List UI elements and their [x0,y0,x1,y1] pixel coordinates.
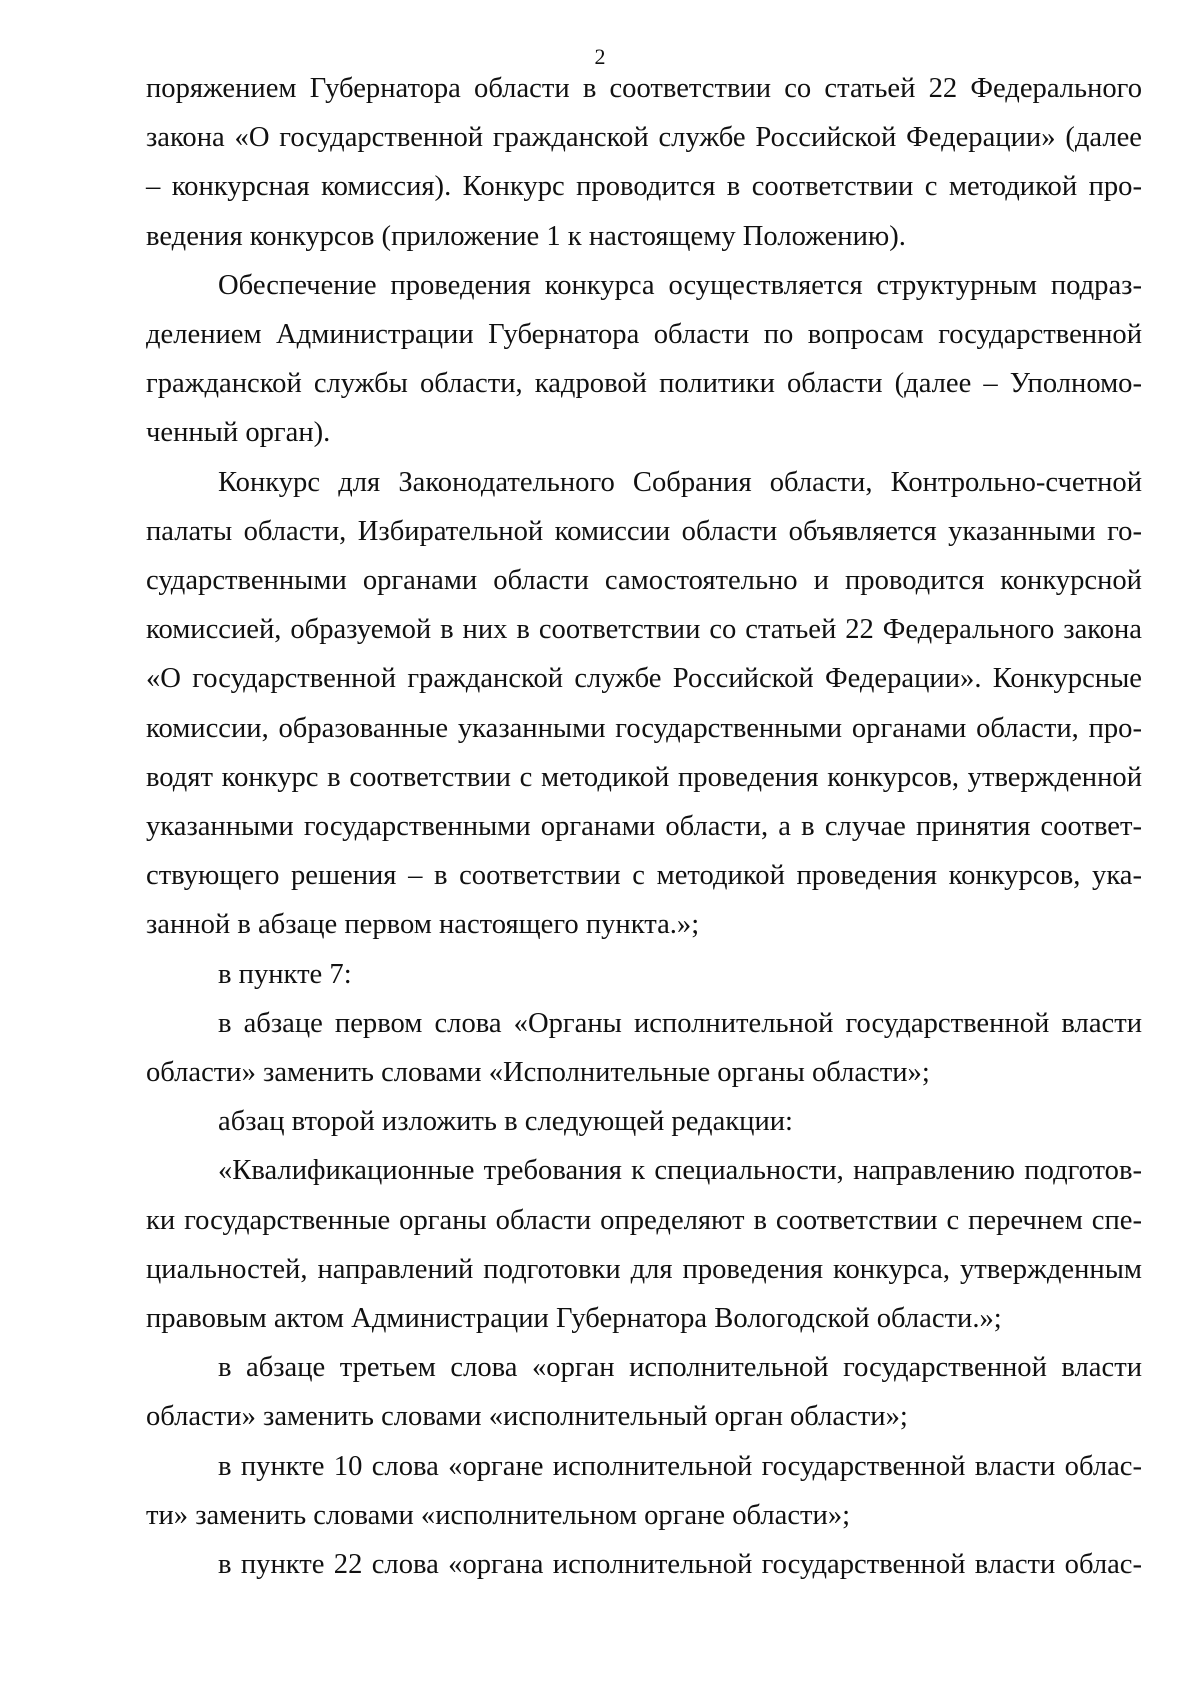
paragraph [146,1146,1142,1343]
text-line: правовым актом Администрации Губернатора Вологодской области.»; [146,1303,1002,1335]
text-line: области» заменить словами «Исполнительные органы области»; [146,1057,930,1089]
page-number: 2 [594,44,606,69]
text-line: абзац второй изложить в следующей редакции: [218,1106,794,1138]
text-line: делением Администрации Губернатора области по вопросам государственной [146,319,1142,351]
paragraph [146,1540,1142,1589]
text-line: в пункте 10 слова «органе исполнительной государственной власти облас- [218,1450,1142,1482]
text-line: Конкурс для Законодательного Собрания области, Контрольно-счетной [218,466,1142,498]
text-line: области» заменить словами «исполнительный орган области»; [146,1401,908,1433]
text-line: в абзаце первом слова «Органы исполнительной государственной власти [218,1007,1142,1039]
text-line: ки государственные органы области определяют в соответствии с перечнем спе- [146,1204,1142,1236]
text-line: комиссией, образуемой в них в соответствии со статьей 22 Федерального закона [146,614,1142,646]
text-line: ствующего решения – в соответствии с методикой проведения конкурсов, ука- [146,860,1142,892]
text-line: сударственными органами области самостоятельно и проводится конкурсной [146,565,1142,597]
document-body [146,64,1142,1589]
text-line: в пункте 7: [218,958,352,990]
text-line: ченный орган). [146,417,331,449]
text-line: – конкурсная комиссия). Конкурс проводится в соответствии с методикой про- [146,171,1142,203]
paragraph [146,261,1142,458]
text-line: в абзаце третьем слова «орган исполнительной государственной власти [218,1352,1142,1384]
text-line: поряжением Губернатора области в соответствии со статьей 22 Федерального [146,73,1142,104]
paragraph [146,1097,1142,1146]
paragraph [146,999,1142,1097]
text-line: ведения конкурсов (приложение 1 к настоящему Положению). [146,220,906,252]
text-line: занной в абзаце первом настоящего пункта.»; [146,909,700,941]
text-line: комиссии, образованные указанными государственными органами области, про- [146,712,1142,744]
text-line: в пункте 22 слова «органа исполнительной государственной власти облас- [218,1549,1142,1581]
text-line: закона «О государственной гражданской службе Российской Федерации» (далее [146,122,1142,154]
text-line: водят конкурс в соответствии с методикой проведения конкурсов, утвержденной [146,761,1142,793]
text-line: указанными государственными органами области, а в случае принятия соответ- [146,811,1142,843]
paragraph [146,64,1142,261]
paragraph [146,458,1142,950]
text-line: «Квалификационные требования к специальности, направлению подготов- [218,1155,1142,1187]
paragraph [146,950,1142,999]
text-line: «О государственной гражданской службе Российской Федерации». Конкурсные [146,663,1142,695]
text-line: ти» заменить словами «исполнительном органе области»; [146,1499,851,1531]
paragraph [146,1343,1142,1441]
text-line: гражданской службы области, кадровой политики области (далее – Уполномо- [146,368,1142,400]
paragraph [146,1442,1142,1540]
text-line: циальностей, направлений подготовки для проведения конкурса, утвержденным [146,1253,1142,1285]
text-line: Обеспечение проведения конкурса осуществляется структурным подраз- [218,269,1142,301]
text-line: палаты области, Избирательной комиссии области объявляется указанными го- [146,515,1142,547]
